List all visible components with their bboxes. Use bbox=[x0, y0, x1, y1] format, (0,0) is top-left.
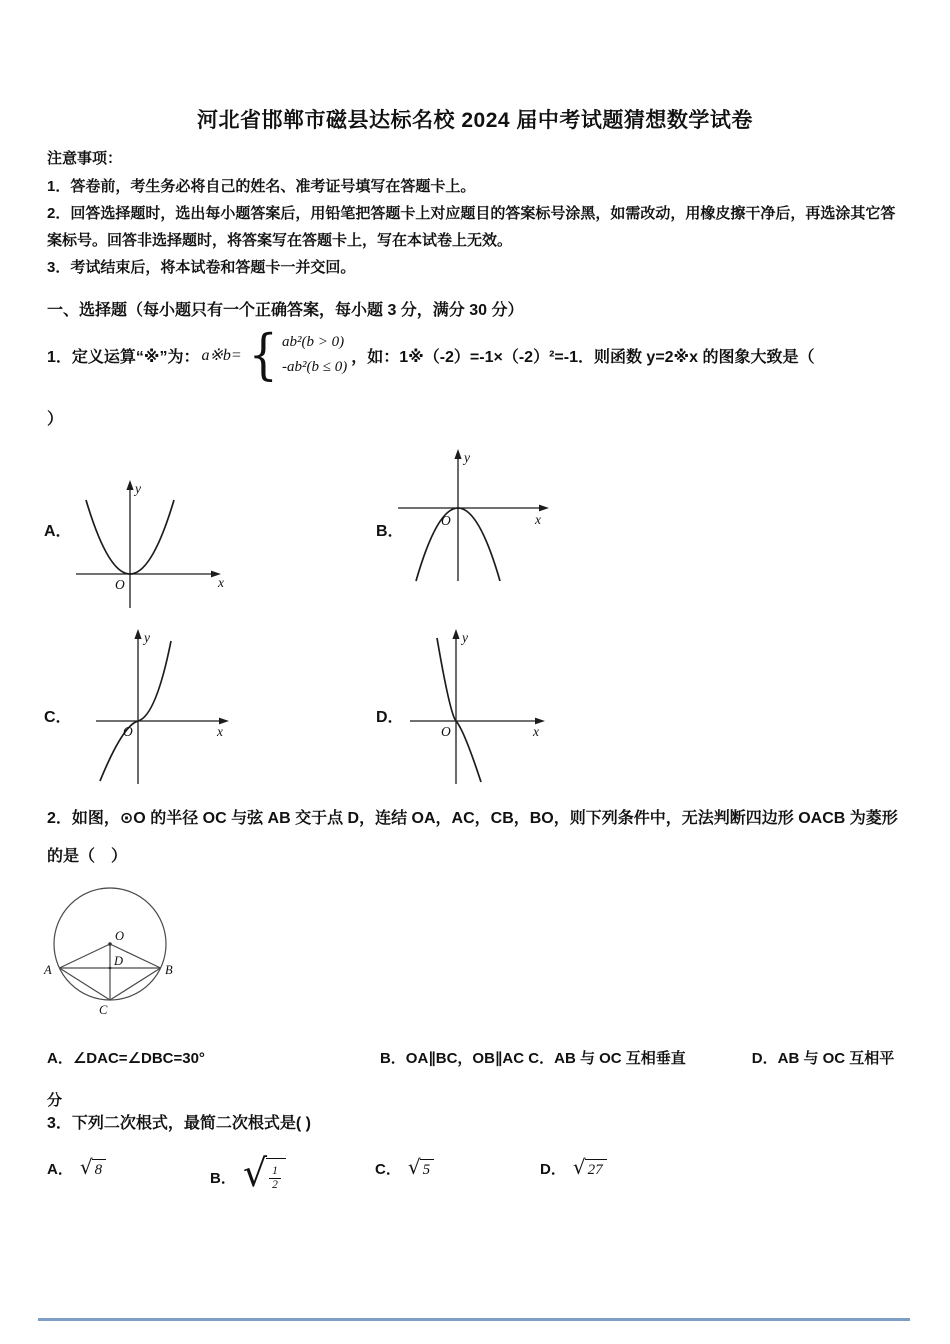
x-axis-arrow-icon bbox=[539, 505, 549, 512]
origin-label: O bbox=[123, 724, 133, 739]
graph-a bbox=[68, 476, 228, 616]
radicand: 5 bbox=[420, 1159, 435, 1179]
origin-label: O bbox=[441, 513, 451, 528]
note-item-2: 2．回答选择题时，选出每小题答案后，用铅笔把答题卡上对应题目的答案标号涂黑，如需改动，用橡皮擦干净后，再选涂其它答案标号。回答非选择题时，将答案写在答题卡上，写在本试卷上无效。 bbox=[47, 205, 896, 249]
point-label-o: O bbox=[115, 929, 125, 943]
x-axis-label: x bbox=[533, 724, 539, 739]
q2-option-a: A．∠DAC=∠DBC=30° bbox=[47, 1050, 205, 1067]
point-label-d: D bbox=[114, 954, 124, 968]
option-label-c: C． bbox=[44, 709, 72, 726]
q1-lead-math: a※b= bbox=[201, 347, 242, 364]
decreasing-curve bbox=[437, 638, 481, 782]
y-axis-label: y bbox=[135, 481, 141, 496]
note-item-1: 1．答卷前，考生务必将自己的姓名、准考证号填写在答题卡上。 bbox=[47, 178, 476, 195]
piecewise-case-top: ab²(b > 0) bbox=[282, 334, 345, 350]
y-axis-arrow-icon bbox=[126, 480, 133, 490]
question-3: 3．下列二次根式，最简二次根式是( ) bbox=[47, 1115, 312, 1132]
q3-option-b bbox=[210, 1151, 286, 1196]
radical-sign-icon: √ bbox=[407, 1154, 421, 1179]
q3-option-a bbox=[47, 1154, 106, 1179]
x-axis-label: x bbox=[535, 512, 541, 527]
line-oa bbox=[59, 944, 110, 968]
q3-option-d-label: D． bbox=[540, 1161, 566, 1178]
option-label-b: B． bbox=[376, 523, 404, 540]
y-axis-label: y bbox=[464, 450, 470, 465]
graph-b bbox=[388, 446, 563, 586]
piecewise-brace: { bbox=[248, 323, 278, 386]
x-axis-label: x bbox=[217, 724, 223, 739]
option-label-d: D． bbox=[376, 709, 404, 726]
point-d-dot bbox=[109, 967, 112, 970]
page-title: 河北省邯郸市磁县达标名校 2024 届中考试题猜想数学试卷 bbox=[197, 109, 753, 132]
option-label-a: A． bbox=[44, 523, 72, 540]
center-dot bbox=[108, 942, 112, 946]
point-label-c: C bbox=[99, 1003, 108, 1017]
increasing-curve bbox=[100, 641, 171, 781]
radical-sqrt-half bbox=[242, 1151, 286, 1196]
circle-figure bbox=[40, 880, 250, 1030]
notes-heading: 注意事项： bbox=[47, 150, 123, 167]
piecewise-case-bottom: -ab²(b ≤ 0) bbox=[282, 359, 348, 375]
radical-sign-icon: √ bbox=[572, 1154, 586, 1179]
q1-close-paren: ） bbox=[47, 411, 64, 428]
radical-sign-icon: √ bbox=[242, 1151, 268, 1195]
question-1 bbox=[47, 323, 815, 386]
q2-option-c: C．AB 与 OC 互相垂直 bbox=[528, 1050, 686, 1067]
y-axis-label: y bbox=[462, 630, 468, 645]
line-bc bbox=[110, 968, 161, 1000]
radicand bbox=[266, 1158, 286, 1192]
q2-option-d: D．AB 与 OC 互相平分 bbox=[47, 1050, 895, 1109]
q3-option-d bbox=[540, 1154, 607, 1179]
y-axis-label: y bbox=[144, 630, 150, 645]
graph-d bbox=[404, 626, 554, 791]
q1-tail: ，如：1※（-2）=-1×（-2）²=-1．则函数 y=2※x 的图象大致是（ bbox=[351, 348, 815, 366]
radicand: 8 bbox=[92, 1159, 107, 1179]
origin-label: O bbox=[441, 724, 451, 739]
radical-sign-icon: √ bbox=[79, 1154, 93, 1179]
x-axis-label: x bbox=[218, 575, 224, 590]
q3-option-a-label: A． bbox=[47, 1161, 73, 1178]
radical-sqrt-27 bbox=[572, 1154, 607, 1179]
question-2: 2．如图，⊙O 的半径 OC 与弦 AB 交于点 D，连结 OA，AC，CB，BO，则下列条件中，无法判断四边形 OACB 为菱形的是（ ） bbox=[47, 810, 898, 865]
radical-sqrt-8 bbox=[79, 1154, 106, 1179]
point-label-b: B bbox=[165, 963, 173, 977]
origin-label: O bbox=[115, 577, 125, 592]
page-bottom-rule bbox=[38, 1318, 910, 1321]
graph-c bbox=[90, 626, 240, 791]
radicand: 27 bbox=[585, 1159, 607, 1179]
y-axis-arrow-icon bbox=[454, 449, 461, 459]
q2-option-b: B．OA∥BC，OB∥AC bbox=[379, 1050, 525, 1067]
section-1-heading: 一、选择题（每小题只有一个正确答案，每小题 3 分，满分 30 分） bbox=[47, 302, 524, 319]
y-axis-arrow-icon bbox=[134, 629, 141, 639]
q3-option-b-label: B． bbox=[210, 1169, 236, 1187]
fraction-numerator: 1 bbox=[272, 1165, 278, 1177]
piecewise-cases bbox=[282, 330, 347, 380]
q3-option-c bbox=[375, 1154, 434, 1179]
line-ac bbox=[59, 968, 110, 1000]
y-axis-arrow-icon bbox=[452, 629, 459, 639]
point-label-a: A bbox=[44, 963, 52, 977]
radical-sqrt-5 bbox=[407, 1154, 434, 1179]
q1-lead: 1．定义运算“※”为： bbox=[47, 348, 200, 366]
note-item-3: 3．考试结束后，将本试卷和答题卡一并交回。 bbox=[47, 259, 356, 276]
fraction-one-half bbox=[269, 1165, 281, 1192]
fraction-denominator: 2 bbox=[269, 1178, 281, 1192]
q3-option-c-label: C． bbox=[375, 1161, 401, 1178]
